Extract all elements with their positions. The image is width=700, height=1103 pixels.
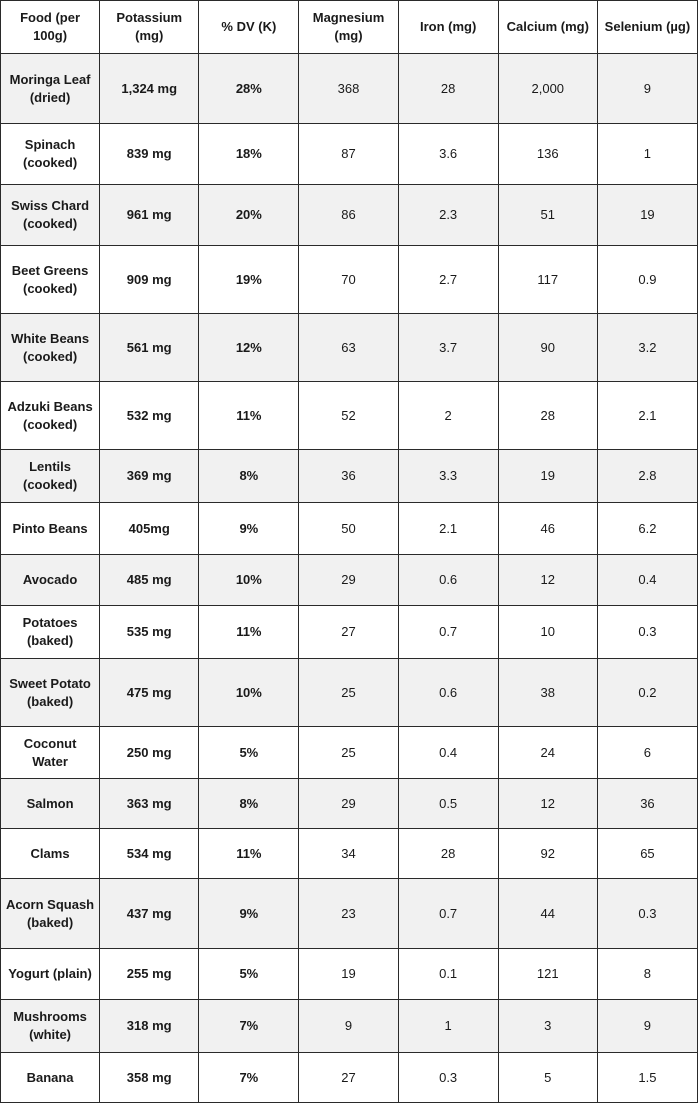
cell-magnesium: 86 (299, 185, 398, 246)
cell-selenium: 6 (597, 727, 697, 779)
cell-calcium: 28 (498, 382, 597, 450)
cell-food: Banana (1, 1053, 100, 1103)
header-selenium: Selenium (µg) (597, 1, 697, 54)
cell-dv-potassium: 18% (199, 124, 299, 185)
cell-dv-potassium: 19% (199, 246, 299, 314)
cell-food: Adzuki Beans (cooked) (1, 382, 100, 450)
cell-potassium: 437 mg (100, 879, 199, 949)
cell-potassium: 961 mg (100, 185, 199, 246)
table-row (1, 246, 698, 314)
cell-potassium: 485 mg (100, 555, 199, 606)
table-row (1, 503, 698, 555)
cell-selenium: 2.1 (597, 382, 697, 450)
cell-potassium: 839 mg (100, 124, 199, 185)
table-row (1, 450, 698, 503)
cell-dv-potassium: 7% (199, 1000, 299, 1053)
table-body (1, 54, 698, 1103)
cell-magnesium: 63 (299, 314, 398, 382)
cell-calcium: 19 (498, 450, 597, 503)
cell-magnesium: 27 (299, 1053, 398, 1103)
cell-food: Coconut Water (1, 727, 100, 779)
cell-selenium: 19 (597, 185, 697, 246)
cell-dv-potassium: 8% (199, 450, 299, 503)
cell-food: Pinto Beans (1, 503, 100, 555)
cell-iron: 3.3 (398, 450, 498, 503)
cell-potassium: 369 mg (100, 450, 199, 503)
cell-dv-potassium: 28% (199, 54, 299, 124)
cell-dv-potassium: 5% (199, 727, 299, 779)
cell-food: Salmon (1, 779, 100, 829)
cell-selenium: 2.8 (597, 450, 697, 503)
cell-iron: 3.6 (398, 124, 498, 185)
cell-calcium: 46 (498, 503, 597, 555)
cell-iron: 0.3 (398, 1053, 498, 1103)
cell-magnesium: 23 (299, 879, 398, 949)
cell-selenium: 36 (597, 779, 697, 829)
cell-food: Sweet Potato (baked) (1, 659, 100, 727)
cell-iron: 0.7 (398, 606, 498, 659)
cell-dv-potassium: 8% (199, 779, 299, 829)
cell-calcium: 12 (498, 555, 597, 606)
table-row (1, 659, 698, 727)
cell-selenium: 0.3 (597, 606, 697, 659)
header-magnesium: Magnesium (mg) (299, 1, 398, 54)
header-row (1, 1, 698, 54)
cell-food: White Beans (cooked) (1, 314, 100, 382)
cell-iron: 2.7 (398, 246, 498, 314)
cell-magnesium: 19 (299, 949, 398, 1000)
cell-potassium: 363 mg (100, 779, 199, 829)
cell-iron: 0.4 (398, 727, 498, 779)
cell-food: Clams (1, 829, 100, 879)
cell-calcium: 3 (498, 1000, 597, 1053)
cell-dv-potassium: 7% (199, 1053, 299, 1103)
cell-magnesium: 36 (299, 450, 398, 503)
cell-dv-potassium: 20% (199, 185, 299, 246)
cell-iron: 0.6 (398, 555, 498, 606)
cell-iron: 28 (398, 54, 498, 124)
cell-iron: 0.7 (398, 879, 498, 949)
table-row (1, 949, 698, 1000)
cell-magnesium: 52 (299, 382, 398, 450)
cell-selenium: 8 (597, 949, 697, 1000)
cell-magnesium: 34 (299, 829, 398, 879)
cell-dv-potassium: 10% (199, 659, 299, 727)
cell-selenium: 65 (597, 829, 697, 879)
cell-food: Yogurt (plain) (1, 949, 100, 1000)
table-row (1, 779, 698, 829)
table-row (1, 382, 698, 450)
cell-iron: 0.5 (398, 779, 498, 829)
cell-selenium: 0.3 (597, 879, 697, 949)
cell-potassium: 535 mg (100, 606, 199, 659)
cell-iron: 0.1 (398, 949, 498, 1000)
header-calcium: Calcium (mg) (498, 1, 597, 54)
cell-dv-potassium: 9% (199, 879, 299, 949)
cell-selenium: 0.4 (597, 555, 697, 606)
cell-selenium: 1.5 (597, 1053, 697, 1103)
cell-magnesium: 368 (299, 54, 398, 124)
cell-food: Avocado (1, 555, 100, 606)
cell-potassium: 255 mg (100, 949, 199, 1000)
table-row (1, 54, 698, 124)
cell-potassium: 534 mg (100, 829, 199, 879)
cell-food: Spinach (cooked) (1, 124, 100, 185)
cell-food: Mushrooms (white) (1, 1000, 100, 1053)
cell-dv-potassium: 12% (199, 314, 299, 382)
table-header (1, 1, 698, 54)
cell-selenium: 0.2 (597, 659, 697, 727)
cell-magnesium: 50 (299, 503, 398, 555)
table-row (1, 185, 698, 246)
cell-magnesium: 9 (299, 1000, 398, 1053)
cell-food: Beet Greens (cooked) (1, 246, 100, 314)
cell-magnesium: 29 (299, 555, 398, 606)
cell-calcium: 121 (498, 949, 597, 1000)
cell-calcium: 90 (498, 314, 597, 382)
cell-calcium: 2,000 (498, 54, 597, 124)
table-row (1, 1000, 698, 1053)
table-row (1, 829, 698, 879)
table-row (1, 1053, 698, 1103)
cell-magnesium: 27 (299, 606, 398, 659)
cell-dv-potassium: 11% (199, 829, 299, 879)
cell-calcium: 92 (498, 829, 597, 879)
table-row (1, 879, 698, 949)
cell-potassium: 318 mg (100, 1000, 199, 1053)
table-row (1, 727, 698, 779)
header-dv-potassium: % DV (K) (199, 1, 299, 54)
cell-calcium: 10 (498, 606, 597, 659)
cell-dv-potassium: 9% (199, 503, 299, 555)
header-food: Food (per 100g) (1, 1, 100, 54)
cell-potassium: 250 mg (100, 727, 199, 779)
table-row (1, 606, 698, 659)
table-row (1, 124, 698, 185)
cell-potassium: 475 mg (100, 659, 199, 727)
cell-calcium: 12 (498, 779, 597, 829)
cell-dv-potassium: 5% (199, 949, 299, 1000)
cell-magnesium: 87 (299, 124, 398, 185)
cell-calcium: 51 (498, 185, 597, 246)
cell-calcium: 136 (498, 124, 597, 185)
cell-magnesium: 70 (299, 246, 398, 314)
cell-calcium: 38 (498, 659, 597, 727)
cell-food: Acorn Squash (baked) (1, 879, 100, 949)
cell-iron: 2 (398, 382, 498, 450)
cell-potassium: 1,324 mg (100, 54, 199, 124)
cell-potassium: 909 mg (100, 246, 199, 314)
cell-calcium: 24 (498, 727, 597, 779)
cell-selenium: 0.9 (597, 246, 697, 314)
cell-magnesium: 25 (299, 727, 398, 779)
cell-food: Moringa Leaf (dried) (1, 54, 100, 124)
cell-iron: 3.7 (398, 314, 498, 382)
cell-selenium: 3.2 (597, 314, 697, 382)
cell-magnesium: 29 (299, 779, 398, 829)
cell-food: Lentils (cooked) (1, 450, 100, 503)
header-iron: Iron (mg) (398, 1, 498, 54)
cell-potassium: 405mg (100, 503, 199, 555)
cell-calcium: 5 (498, 1053, 597, 1103)
cell-potassium: 561 mg (100, 314, 199, 382)
cell-selenium: 1 (597, 124, 697, 185)
cell-magnesium: 25 (299, 659, 398, 727)
cell-selenium: 9 (597, 1000, 697, 1053)
cell-potassium: 532 mg (100, 382, 199, 450)
cell-potassium: 358 mg (100, 1053, 199, 1103)
cell-selenium: 9 (597, 54, 697, 124)
cell-iron: 2.3 (398, 185, 498, 246)
table-row (1, 314, 698, 382)
cell-dv-potassium: 10% (199, 555, 299, 606)
cell-iron: 28 (398, 829, 498, 879)
cell-iron: 2.1 (398, 503, 498, 555)
cell-iron: 1 (398, 1000, 498, 1053)
header-potassium: Potassium (mg) (100, 1, 199, 54)
cell-selenium: 6.2 (597, 503, 697, 555)
cell-food: Swiss Chard (cooked) (1, 185, 100, 246)
cell-calcium: 44 (498, 879, 597, 949)
table-row (1, 555, 698, 606)
cell-calcium: 117 (498, 246, 597, 314)
cell-dv-potassium: 11% (199, 382, 299, 450)
cell-food: Potatoes (baked) (1, 606, 100, 659)
cell-dv-potassium: 11% (199, 606, 299, 659)
cell-iron: 0.6 (398, 659, 498, 727)
